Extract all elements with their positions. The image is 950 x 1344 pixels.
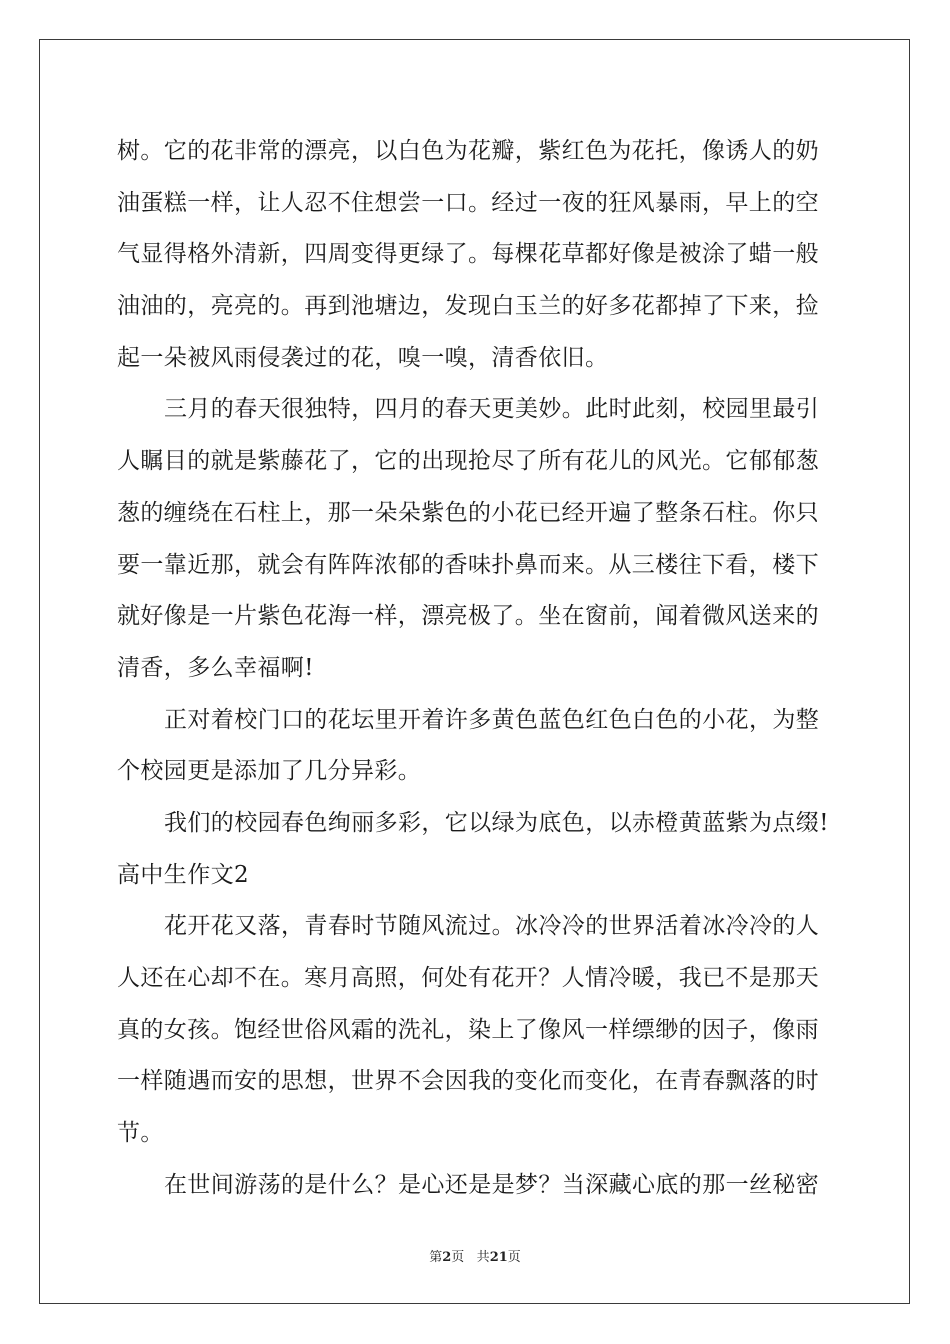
- text-line: 个校园更是添加了几分异彩。: [117, 758, 422, 785]
- text-line: 气显得格外清新，四周变得更绿了。每棵花草都好像是被涂了蜡一般: [117, 241, 819, 268]
- text-line: 人还在心却不在。寒月高照，何处有花开？人情冷暖，我已不是那天: [117, 965, 819, 991]
- paragraph-first-line: 花开花又落，青春时节随风流过。冰冷冷的世界活着冰冷冷的人: [164, 913, 820, 940]
- total-pages-number: 21: [489, 1250, 508, 1265]
- text-line: 真的女孩。饱经世俗风霜的洗礼，染上了像风一样缥缈的因子，像雨: [117, 1016, 819, 1043]
- current-page-number: 2: [442, 1250, 452, 1265]
- text-line: 起一朵被风雨侵袭过的花，嗅一嗅，清香依旧。: [117, 344, 609, 371]
- text-line: 一样随遇而安的思想，世界不会因我的变化而变化，在青春飘落的时: [117, 1068, 819, 1095]
- text-line: 油蛋糕一样，让人忍不住想尝一口。经过一夜的狂风暴雨，早上的空: [117, 189, 819, 216]
- page-footer: [0, 1246, 950, 1265]
- document-body: [117, 126, 833, 1211]
- section-heading: 高中生作文2: [117, 861, 250, 888]
- total-prefix: 共: [476, 1250, 490, 1265]
- text-line: 油油的，亮亮的。再到池塘边，发现白玉兰的好多花都掉了下来，捡: [117, 293, 819, 320]
- text-line: 葱的缠绕在石柱上，那一朵朵紫色的小花已经开遍了整条石柱。你只: [117, 499, 819, 526]
- text-line: 要一靠近那，就会有阵阵浓郁的香味扑鼻而来。从三楼往下看，楼下: [117, 551, 819, 578]
- text-line: 树。它的花非常的漂亮，以白色为花瓣，紫红色为花托，像诱人的奶: [117, 138, 819, 164]
- text-line: 人瞩目的就是紫藤花了，它的出现抢尽了所有花儿的风光。它郁郁葱: [117, 448, 819, 475]
- paragraph-first-line: 在世间游荡的是什么？是心还是是梦？当深藏心底的那一丝秘密: [164, 1171, 820, 1198]
- text-line: 节。: [117, 1120, 164, 1147]
- paragraph-first-line: 三月的春天很独特，四月的春天更美妙。此时此刻，校园里最引: [164, 396, 820, 423]
- text-line: 就好像是一片紫色花海一样，漂亮极了。坐在窗前，闻着微风送来的: [117, 603, 819, 630]
- page-prefix: 第: [429, 1250, 443, 1265]
- paragraph-first-line: 我们的校园春色绚丽多彩，它以绿为底色，以赤橙黄蓝紫为点缀!: [164, 809, 829, 836]
- text-line: 清香，多么幸福啊!: [117, 654, 314, 681]
- page-suffix: 页: [451, 1250, 465, 1265]
- paragraph-first-line: 正对着校门口的花坛里开着许多黄色蓝色红色白色的小花，为整: [164, 706, 820, 733]
- total-suffix: 页: [507, 1250, 521, 1265]
